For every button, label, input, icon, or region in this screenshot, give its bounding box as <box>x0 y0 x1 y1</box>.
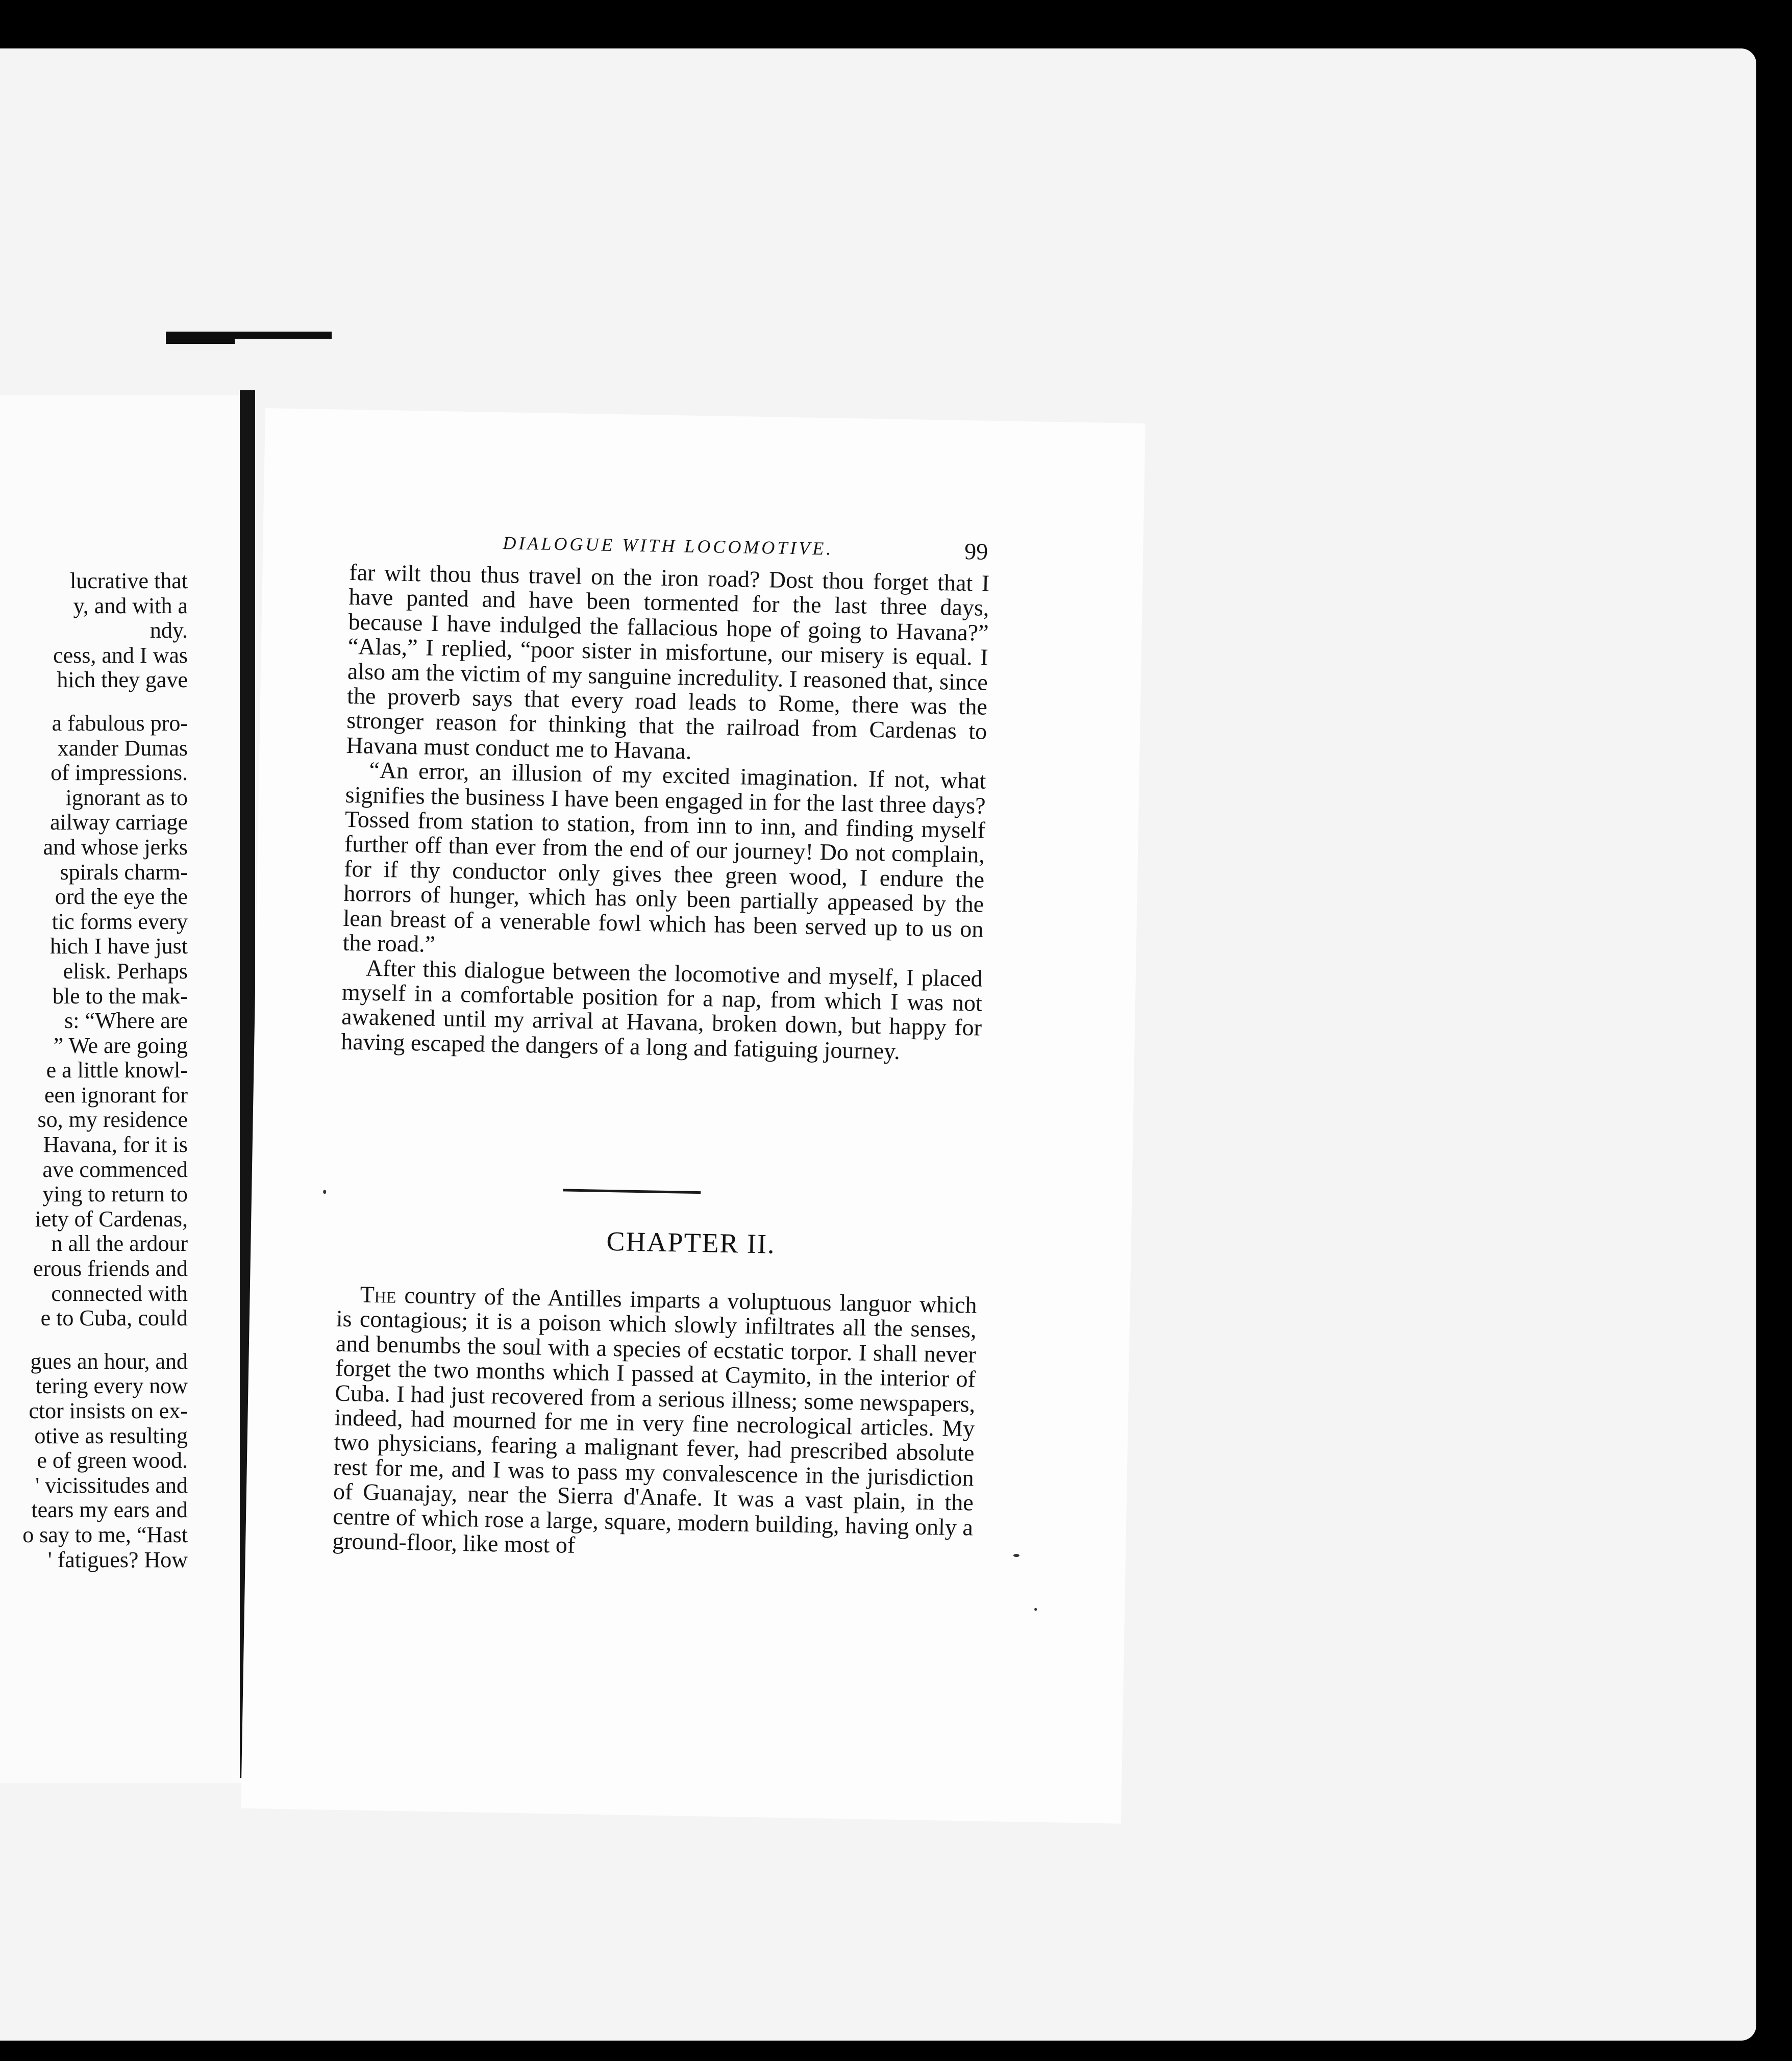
left-page-line: e a little knowl- <box>46 1058 188 1083</box>
left-page-line: ave commenced <box>42 1157 188 1182</box>
scan-speck <box>323 1190 326 1194</box>
paragraph-after-dialogue: After this dialogue between the locomotive and myself, I placed myself in a comfortable position for a nap, from which I was not awakened until my arrival at Havana, broken down, but happy for having escaped the dangers of a long and fatiguing journey. <box>340 954 983 1064</box>
left-page-line: spirals charm- <box>60 859 188 885</box>
left-page-line: tears my ears and <box>31 1497 188 1523</box>
left-page-line: hich I have just <box>49 934 188 959</box>
body-text-top <box>341 560 990 1065</box>
chapter-opening-word: The <box>360 1281 396 1308</box>
microfilm-frame <box>0 48 1756 2041</box>
left-page-line: e to Cuba, could <box>40 1305 188 1331</box>
left-page-line: erous friends and <box>33 1256 188 1281</box>
left-page-line: ying to return to <box>42 1182 188 1207</box>
left-page-line: tering every now <box>35 1373 188 1399</box>
left-page-line: n all the ardour <box>51 1231 188 1256</box>
gutter-edge-top <box>166 332 332 339</box>
left-page-line: o say to me, “Hast <box>22 1522 188 1547</box>
left-page-gap <box>0 693 188 711</box>
left-page-line: s: “Where are <box>64 1008 188 1034</box>
left-page-line: otive as resulting <box>34 1423 188 1448</box>
left-page-line: iety of Cardenas, <box>35 1206 188 1231</box>
left-page-line: elisk. Perhaps <box>63 958 188 984</box>
left-page-gap <box>0 1331 188 1349</box>
scan-speck <box>1034 1608 1037 1611</box>
left-page-line: ” We are going <box>53 1033 188 1058</box>
left-page-line: connected with <box>51 1280 188 1306</box>
running-head: DIALOGUE WITH LOCOMOTIVE. <box>503 533 834 559</box>
left-page-line: xander Dumas <box>57 735 188 761</box>
left-page-line: ndy. <box>150 618 188 643</box>
left-page-line: Havana, for it is <box>43 1132 188 1158</box>
left-page-line: so, my residence <box>37 1107 188 1133</box>
chapter-heading: CHAPTER II. <box>606 1225 776 1260</box>
left-page-line: ' fatigues? How <box>47 1547 188 1572</box>
left-page <box>0 395 249 1783</box>
paragraph-continuation: far wilt thou thus travel on the iron road? Dost thou forget that I have panted and have been tormented for the last three days, because I have indulged the fallacious hope of going to Havana?” “Alas,” I replied, “poor sister in misfortune, our misery is equal. I also am the victim of my sanguine incredulity. I reasoned that, since the proverb says that every road leads to Rome, there was the stronger reason for thinking that the railroad from Cardenas to Havana must conduct me to Havana. <box>346 559 990 764</box>
page-number: 99 <box>964 538 988 565</box>
right-page <box>241 408 1146 1824</box>
left-page-line: cess, and I was <box>53 642 188 668</box>
left-page-line: ignorant as to <box>65 785 188 810</box>
left-page-text-column <box>0 569 188 1572</box>
gutter-edge-top-lower <box>166 339 235 344</box>
left-page-line: tic forms every <box>52 909 188 934</box>
left-page-line: ord the eye the <box>55 884 188 910</box>
section-divider-rule <box>563 1189 701 1194</box>
left-page-line: e of green wood. <box>37 1448 188 1473</box>
chapter-opening-text: country of the Antilles imparts a voluptuous languor which is contagious; it is a poison which slowly infiltrates all the senses, and benumbs the soul with a species of ecstatic torpor. I shall never forget the two months which I passed at Caymito, in the interior of Cuba. I had just recovered from a serious illness; some newspapers, indeed, had mourned for me in very fine necrological articles. My two physicians, fearing a malignant fever, had prescribed absolute rest for me, and I was to pass my convalescence in the jurisdiction of Guanajay, near the Sierra d'Anafe. It was a vast plain, in the centre of which rose a large, square, modern building, having only a ground-floor, like most of <box>332 1281 977 1558</box>
paragraph-error-illusion: “An error, an illusion of my excited imagination. If not, what signifies the business I have been engaged in for the last three days? Tossed from station to station, from inn to inn, and finding myself further off than ever from the end of our journey! Do not complain, for if thy conductor only gives thee green wood, I endure the horrors of hunger, which has only been partially appeased by the lean breast of a venerable fowl which has been served up to us on the road.” <box>342 757 986 958</box>
left-page-line: ' vicissitudes and <box>35 1472 188 1498</box>
left-page-line: een ignorant for <box>44 1082 188 1108</box>
left-page-line: ailway carriage <box>50 810 188 835</box>
left-page-line: lucrative that <box>70 568 188 593</box>
left-page-line: ctor insists on ex- <box>29 1398 188 1423</box>
left-page-line: a fabulous pro- <box>52 710 188 736</box>
left-page-line: of impressions. <box>51 760 188 786</box>
left-page-line: hich they gave <box>57 667 188 693</box>
left-page-line: y, and with a <box>73 593 188 618</box>
left-page-line: and whose jerks <box>43 834 188 860</box>
scan-speck <box>1013 1554 1019 1557</box>
left-page-line: ble to the mak- <box>52 983 188 1009</box>
body-text-chapter <box>332 1282 977 1565</box>
chapter-opening-paragraph <box>332 1282 977 1565</box>
left-page-line: gues an hour, and <box>30 1348 188 1374</box>
